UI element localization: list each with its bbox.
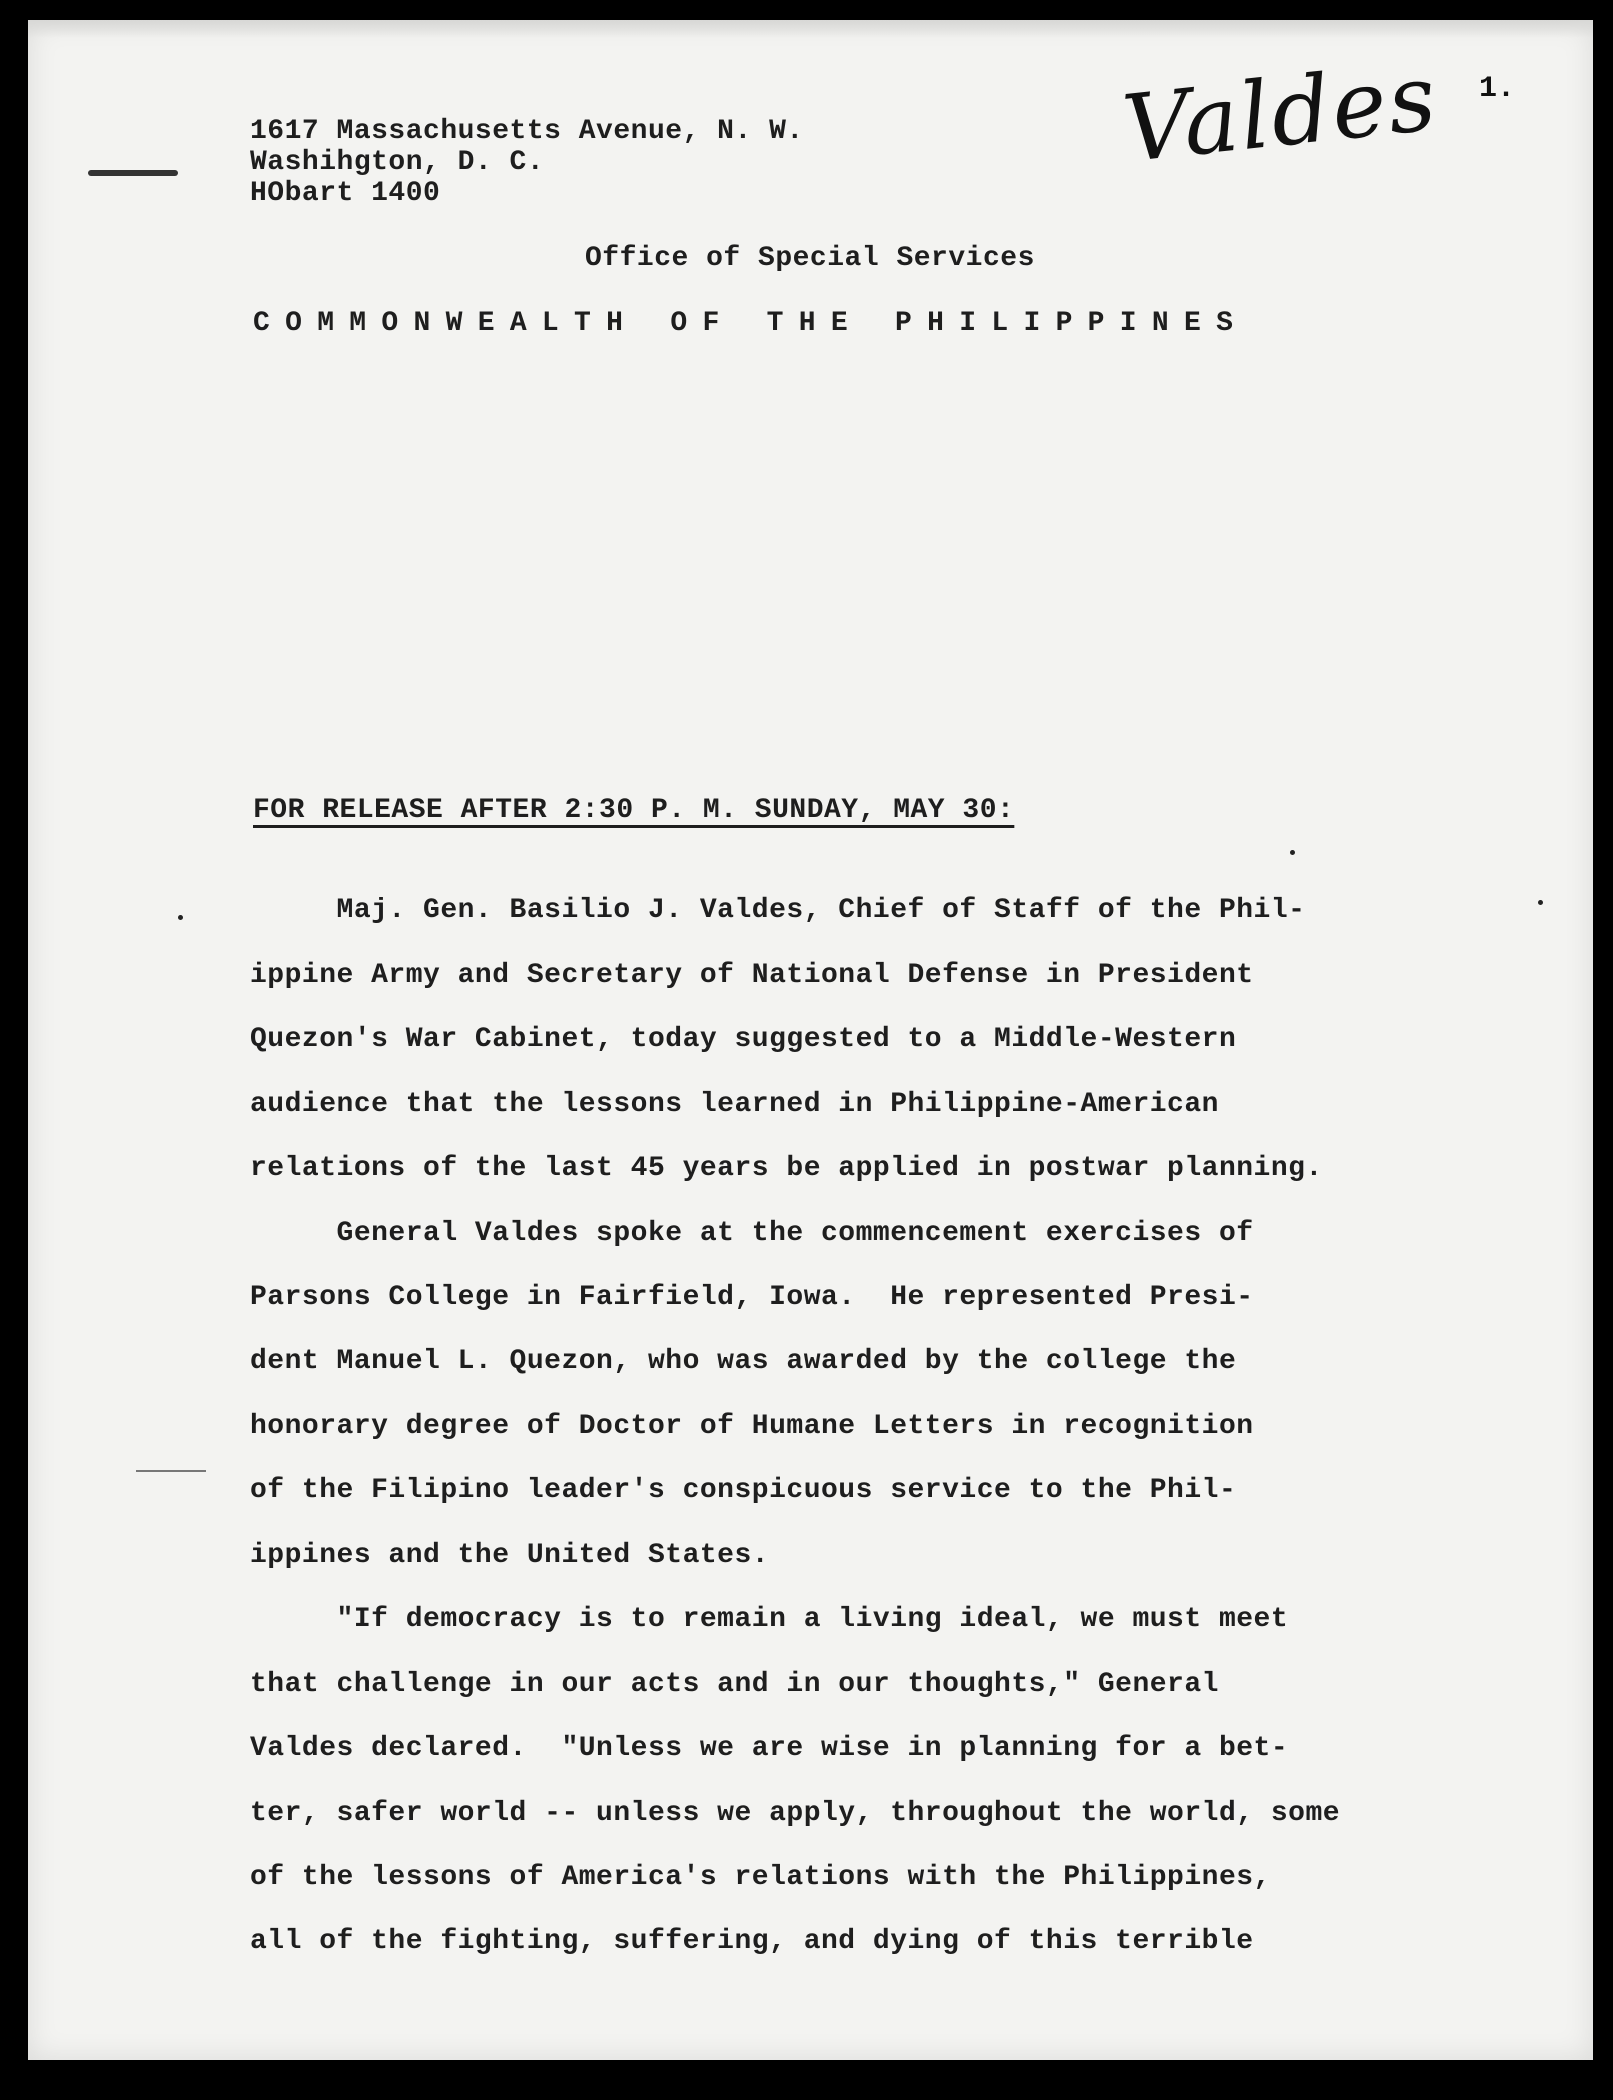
address-line-2: Washihgton, D. C. — [250, 147, 545, 178]
body-line: all of the fighting, suffering, and dying of this terrible — [250, 1926, 1254, 1957]
body-line: that challenge in our acts and in our thoughts," General — [250, 1669, 1219, 1700]
margin-pencil-mark — [136, 1470, 206, 1472]
body-line: "If democracy is to remain a living ideal, we must meet — [250, 1604, 1289, 1635]
office-name: Office of Special Services — [585, 243, 1035, 274]
document-page — [28, 20, 1593, 2060]
scan-edge-shadow — [28, 20, 1593, 38]
body-line: of the lessons of America's relations with the Philippines, — [250, 1862, 1271, 1893]
address-line-1: 1617 Massachusetts Avenue, N. W. — [250, 116, 804, 147]
organization-name: COMMONWEALTH OF THE PHILIPPINES — [253, 308, 1249, 339]
ink-speck — [1290, 850, 1295, 855]
body-line: Maj. Gen. Basilio J. Valdes, Chief of Staff of the Phil- — [250, 895, 1306, 926]
body-line: ippines and the United States. — [250, 1540, 770, 1571]
body-line: ter, safer world -- unless we apply, throughout the world, some — [250, 1798, 1341, 1829]
release-line: FOR RELEASE AFTER 2:30 P. M. SUNDAY, MAY 30: — [253, 795, 1015, 826]
body-line: Parsons College in Fairfield, Iowa. He represented Presi- — [250, 1282, 1254, 1313]
page-number: 1. — [1478, 72, 1515, 106]
body-line: relations of the last 45 years be applied in postwar planning. — [250, 1153, 1323, 1184]
body-line: Quezon's War Cabinet, today suggested to a Middle-Western — [250, 1024, 1237, 1055]
body-line: General Valdes spoke at the commencement exercises of — [250, 1218, 1254, 1249]
ink-speck — [178, 915, 183, 920]
handwritten-name: Valdes — [1118, 43, 1443, 184]
phone-number: HObart 1400 — [250, 178, 441, 209]
body-line: Valdes declared. "Unless we are wise in planning for a bet- — [250, 1733, 1289, 1764]
body-line: ippine Army and Secretary of National Defense in President — [250, 960, 1254, 991]
margin-ink-mark — [88, 170, 178, 176]
body-line: audience that the lessons learned in Philippine-American — [250, 1089, 1219, 1120]
ink-speck — [1538, 900, 1543, 905]
body-line: dent Manuel L. Quezon, who was awarded by the college the — [250, 1346, 1237, 1377]
body-line: of the Filipino leader's conspicuous service to the Phil- — [250, 1475, 1237, 1506]
body-line: honorary degree of Doctor of Humane Letters in recognition — [250, 1411, 1254, 1442]
